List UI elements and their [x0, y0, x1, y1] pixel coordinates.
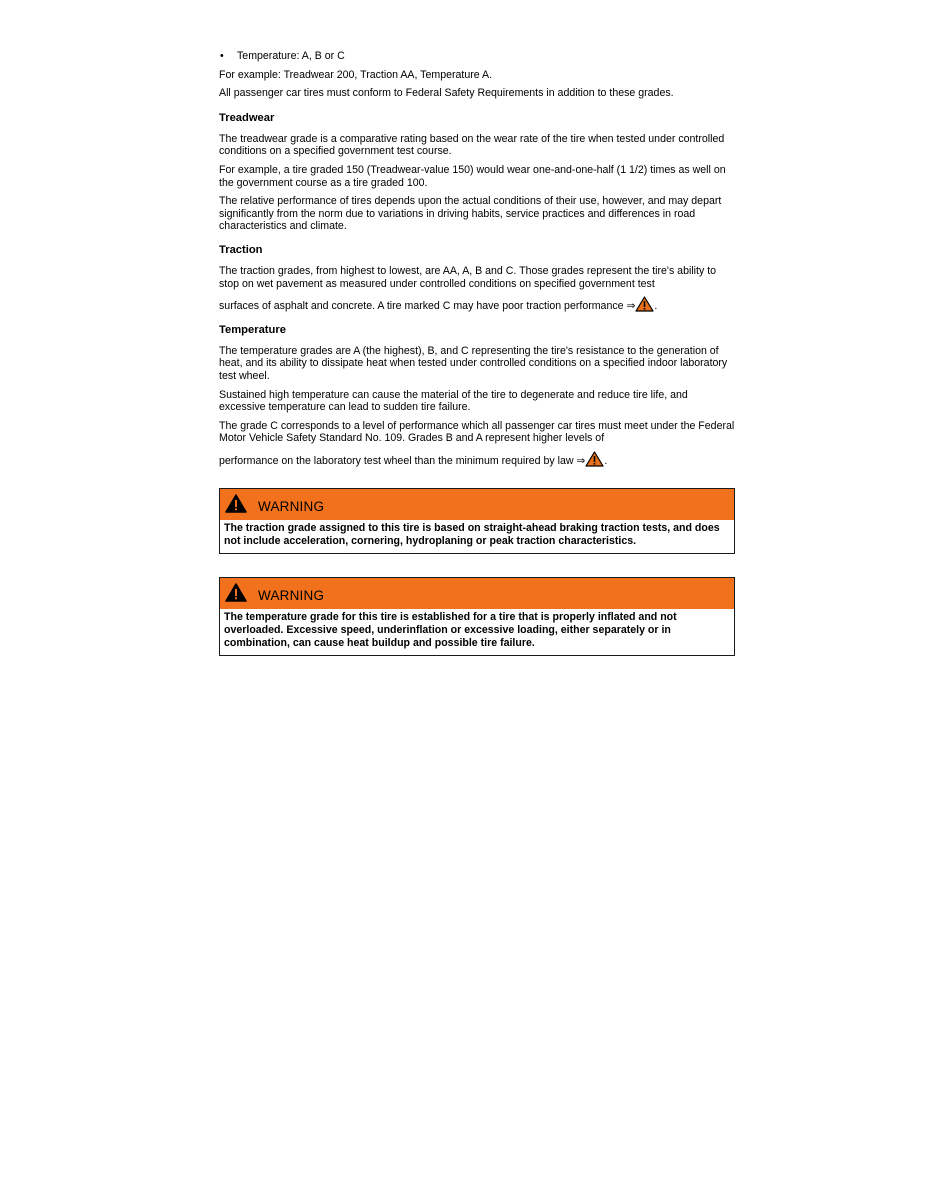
warning-triangle-icon[interactable] — [585, 451, 604, 467]
traction-text-end: . — [654, 300, 658, 313]
warning-body: The temperature grade for this tire is established for a tire that is properly inflated and not overloaded. Excessive speed, underinflation or excessive loading, either separately or in combination, can cause heat buildup and possible tire failure. — [220, 609, 734, 655]
traction-text-a: The traction grades, from highest to lowest, are AA, A, B and C. Those grades represent the tire's ability to stop on wet pavement as measured under controlled conditions on specified government test — [219, 264, 717, 290]
treadwear-paragraph-3: The relative performance of tires depends upon the actual conditions of their use, however, and may depart significantly from the norm due to variations in driving habits, service practices and differences in road characteristics and climate. — [219, 195, 722, 233]
federal-text: All passenger car tires must conform to Federal Safety Requirements in addition to these grades. — [219, 87, 674, 100]
treadwear-paragraph-2: For example, a tire graded 150 (Treadwear-value 150) would wear one-and-one-half (1 1/2) times as well on the government course as a tire graded 100. — [219, 163, 726, 189]
example-text: For example: Treadwear 200, Traction AA, Temperature A. — [219, 68, 493, 81]
bullet-item — [219, 50, 735, 63]
warning-triangle-icon[interactable] — [635, 296, 654, 312]
temperature-paragraph-1: The temperature grades are A (the highest), B, and C representing the tire's resistance to the generation of heat, and its ability to dissipate heat when tested under controlled conditions on a specified indoor laboratory test wheel. — [219, 344, 728, 382]
temperature-text-a: The grade C corresponds to a level of performance which all passenger car tires must meet under the Federal Motor Vehicle Safety Standard No. 109. Grades B and A represent higher levels of — [219, 419, 735, 445]
traction-heading: Traction — [219, 243, 263, 256]
warning-body: The traction grade assigned to this tire is based on straight-ahead braking traction tests, and does not include acceleration, cornering, hydroplaning or peak traction characteristics. — [220, 520, 734, 553]
temperature-text-end: . — [604, 454, 608, 467]
temperature-heading: Temperature — [219, 323, 286, 336]
bullet-dot: • — [220, 50, 224, 62]
traction-paragraph — [219, 265, 735, 313]
warning-header — [220, 578, 734, 609]
manual-page — [219, 50, 735, 656]
treadwear-heading: Treadwear — [219, 111, 275, 124]
warning-triangle-icon — [225, 494, 247, 513]
temperature-paragraph-2: Sustained high temperature can cause the material of the tire to degenerate and reduce tire life, and excessive temperature can lead to sudden tire failure. — [219, 388, 688, 414]
warning-triangle-icon — [225, 583, 247, 602]
warning-box — [219, 577, 735, 656]
temperature-text-b: performance on the laboratory test wheel than the minimum required by law ⇒ — [219, 454, 586, 467]
warning-title: WARNING — [258, 587, 325, 603]
treadwear-paragraph-1: The treadwear grade is a comparative rating based on the wear rate of the tire when tested under controlled conditions on a specified government test course. — [219, 132, 725, 158]
warning-title: WARNING — [258, 498, 325, 514]
warning-box — [219, 488, 735, 554]
bullet-text: Temperature: A, B or C — [237, 50, 345, 62]
traction-text-b: surfaces of asphalt and concrete. A tire marked C may have poor traction performance ⇒ — [219, 300, 636, 313]
warning-header — [220, 489, 734, 520]
temperature-paragraph-3 — [219, 420, 735, 468]
